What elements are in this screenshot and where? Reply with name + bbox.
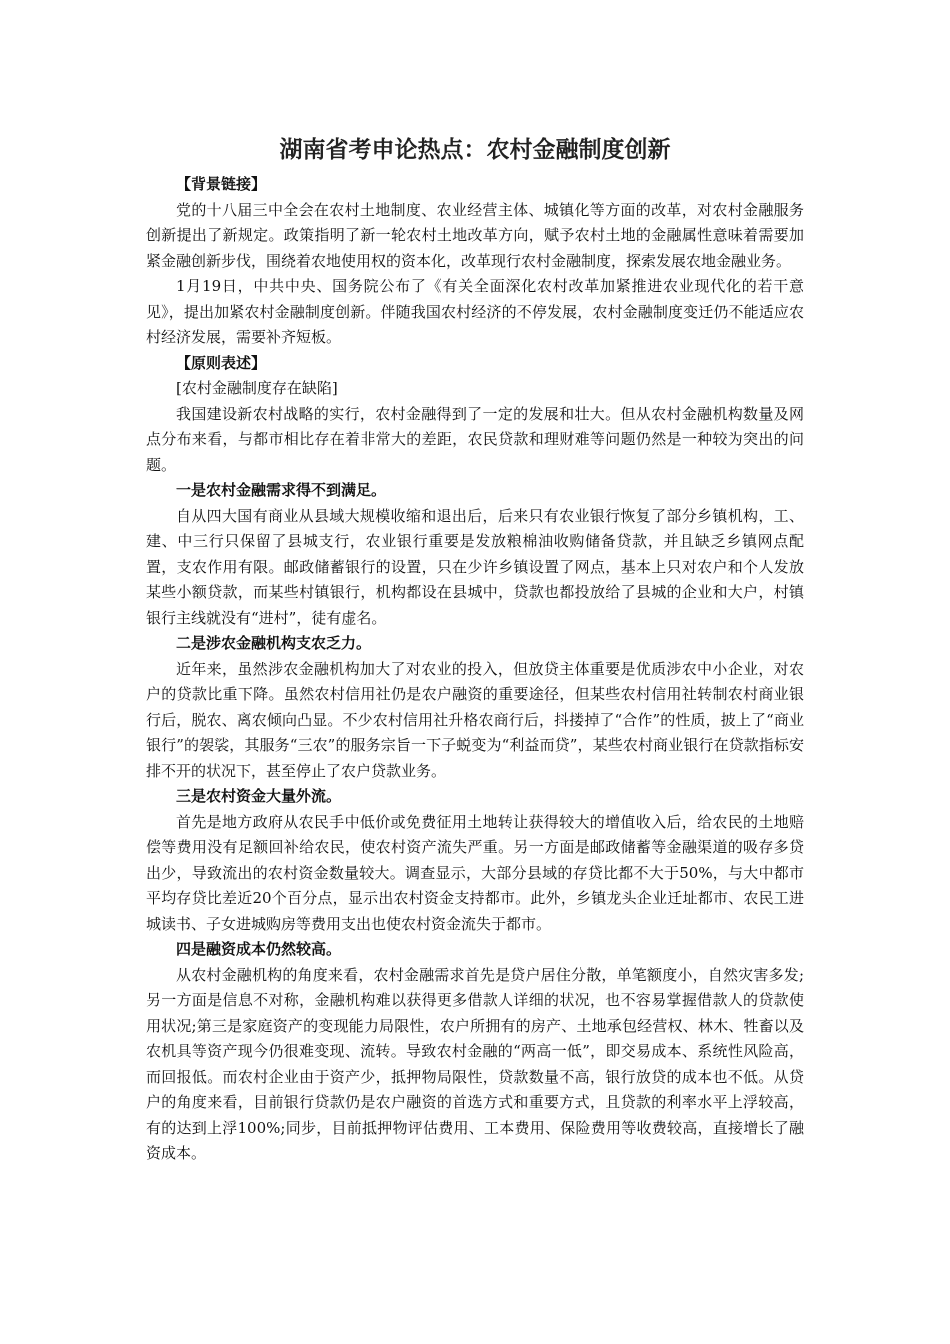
paragraph: 近年来，虽然涉农金融机构加大了对农业的投入，但放贷主体重要是优质涉农中小企业，对农户的贷款比重下降。虽然农村信用社仍是农户融资的重要途径，但某些农村信用社转制农村商业银行后，脱农、离农倾向凸显。不少农村信用社升格农商行后，抖搂掉了“合作”的性质，披上了“商业银行”的袈裟，其服务“三农”的服务宗旨一下子蜕变为“利益而贷”，某些农村商业银行在贷款指标安排不开的状况下，甚至停止了农户贷款业务。 (146, 659, 804, 780)
paragraph: 从农村金融机构的角度来看，农村金融需求首先是贷户居住分散，单笔额度小，自然灾害多发;另一方面是信息不对称，金融机构难以获得更多借款人详细的状况，也不容易掌握借款人的贷款使用状况;第三是家庭资产的变现能力局限性，农户所拥有的房产、土地承包经营权、林木、牲畜以及农机具等资产现今仍很难变现、流转。导致农村金融的“两高一低”，即交易成本、系统性风险高，而回报低。而农村企业由于资产少，抵押物局限性，贷款数量不高，银行放贷的成本也不低。从贷户的角度来看，目前银行贷款仍是农户融资的首选方式和重要方式，且贷款的利率水平上浮较高，有的达到上浮100%;同步，目前抵押物评估费用、工本费用、保险费用等收费较高，直接增长了融资成本。 (146, 965, 804, 1162)
paragraph: 首先是地方政府从农民手中低价或免费征用土地转让获得较大的增值收入后，给农民的土地赔偿等费用没有足额回补给农民，使农村资产流失严重。另一方面是邮政储蓄等金融渠道的吸存多贷出少，导致流出的农村资金数量较大。调查显示，大部分县域的存贷比都不大于50%，与大中都市平均存贷比差近20个百分点，显示出农村资金支持都市。此外，乡镇龙头企业迁址都市、农民工进城读书、子女进城购房等费用支出也使农村资金流失于都市。 (146, 812, 804, 933)
point-heading-1: 一是农村金融需求得不到满足。 (176, 481, 387, 499)
point-heading-4: 四是融资成本仍然较高。 (176, 940, 342, 958)
document-title: 湖南省考申论热点：农村金融制度创新 (279, 137, 671, 163)
point-heading-2: 二是涉农金融机构支农乏力。 (176, 634, 372, 652)
point-heading-3: 三是农村资金大量外流。 (176, 787, 342, 805)
paragraph: 1月19日，中共中央、国务院公布了《有关全面深化农村改革加紧推进农业现代化的若干意见》，提出加紧农村金融制度创新。伴随我国农村经济的不停发展，农村金融制度变迁仍不能适应农村经济发展，需要补齐短板。 (146, 277, 804, 346)
section-heading-background: 【背景链接】 (176, 175, 267, 193)
section-heading-principles: 【原则表述】 (176, 353, 267, 372)
subsection-heading: [农村金融制度存在缺陷] (176, 379, 338, 397)
paragraph: 我国建设新农村战略的实行，农村金融得到了一定的发展和壮大。但从农村金融机构数量及网点分布来看，与都市相比存在着非常大的差距，农民贷款和理财难等问题仍然是一种较为突出的问题。 (146, 404, 804, 474)
paragraph: 自从四大国有商业从县域大规模收缩和退出后，后来只有农业银行恢复了部分乡镇机构，工、建、中三行只保留了县城支行，农业银行重要是发放粮棉油收购储备贷款，并且缺乏乡镇网点配置，支农作用有限。邮政储蓄银行的设置，只在少许乡镇设置了网点，基本上只对农户和个人发放某些小额贷款，而某些村镇银行，机构都设在县城中，贷款也都投放给了县城的企业和大户，村镇银行主线就没有“进村”，徒有虚名。 (146, 506, 804, 627)
paragraph: 党的十八届三中全会在农村土地制度、农业经营主体、城镇化等方面的改革，对农村金融服务创新提出了新规定。政策指明了新一轮农村土地改革方向，赋予农村土地的金融属性意味着需要加紧金融创新步伐，围绕着农地使用权的资本化，改革现行农村金融制度，探索发展农地金融业务。 (146, 200, 804, 270)
